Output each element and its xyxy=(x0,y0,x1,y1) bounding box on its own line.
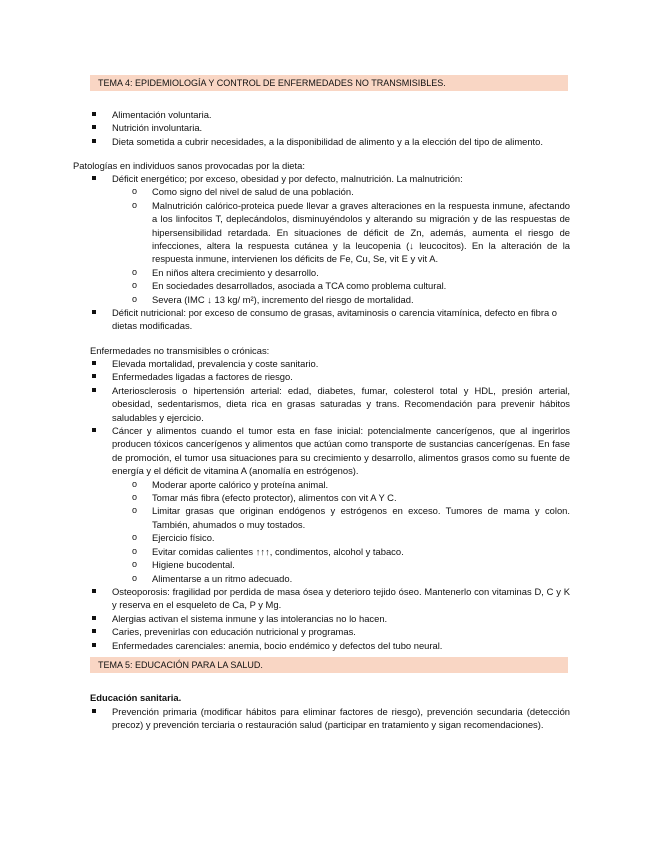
tema4-intro-list xyxy=(90,108,570,148)
list-item: Elevada mortalidad, prevalencia y coste sanitario. xyxy=(90,357,570,370)
sub-list-item: o Limitar grasas que originan endógenos y estrógenos en exceso. Tumores de mama y colon. También, ahumados o muy tostados. xyxy=(112,504,570,531)
tema5-title-banner: TEMA 5: EDUCACIÓN PARA LA SALUD. xyxy=(90,657,568,673)
list-item xyxy=(90,424,570,585)
list-item: Osteoporosis: fragilidad por perdida de masa ósea y deterioro tejido óseo. Mantenerlo con vitaminas D, C y K y reserva en el esqueleto de Ca, P y Mg. xyxy=(90,585,570,612)
no-transmisibles-heading: Enfermedades no transmisibles o crónicas: xyxy=(90,345,270,356)
tema5-list xyxy=(90,705,570,732)
list-item: Caries, prevenirlas con educación nutricional y programas. xyxy=(90,625,570,638)
list-item: Alergias activan el sistema inmune y las intolerancias no lo hacen. xyxy=(90,612,570,625)
sub-list-item: o Ejercicio físico. xyxy=(112,531,570,544)
list-item: Arteriosclerosis o hipertensión arterial: edad, diabetes, fumar, colesterol total y HDL, presión arterial, obesidad, sedentarismos, dieta rica en grasas saturadas y trans. Recomendación para prevenir hábitos saludables y ejercicio. xyxy=(90,384,570,424)
list-item: Dieta sometida a cubrir necesidades, a la disponibilidad de alimento y a la elección del tipo de alimento. xyxy=(90,135,570,148)
sub-list-item: o Severa (IMC ↓ 13 kg/ m²), incremento del riesgo de mortalidad. xyxy=(112,293,570,306)
list-item xyxy=(90,172,570,306)
list-item: Déficit nutricional: por exceso de consumo de grasas, avitaminosis o carencia vitamínica, defecto en fibra o dietas modificadas. xyxy=(90,306,570,333)
sub-list-item: o Alimentarse a un ritmo adecuado. xyxy=(112,572,570,585)
tema4-title-banner: TEMA 4: EPIDEMIOLOGÍA Y CONTROL DE ENFERMEDADES NO TRANSMISIBLES. xyxy=(90,75,568,91)
list-item: Nutrición involuntaria. xyxy=(90,121,570,134)
list-item: Enfermedades carenciales: anemia, bocio endémico y defectos del tubo neural. xyxy=(90,639,570,652)
sub-list-item: o Moderar aporte calórico y proteína animal. xyxy=(112,478,570,491)
no-transmisibles-list xyxy=(90,357,570,652)
sub-list-item: o Malnutrición calórico-proteica puede llevar a graves alteraciones en la respuesta inmune, afectando a los linfocitos T, deplecándolos, disminuyéndolos y alterando su migración y de las respuestas de hipersensibilidad retardada. En situaciones de déficit de Zn, además, aumenta el riesgo de infecciones, altera la respuesta cutánea y la leucopenia (↓ leucocitos). En la alteración de la respuesta inmune, intervienen los déficits de Fe, Cu, Se, vit E y vit A. xyxy=(112,199,570,266)
patologias-list xyxy=(90,172,570,333)
list-item: Prevención primaria (modificar hábitos para eliminar factores de riesgo), prevención secundaria (detección precoz) y prevención terciaria o restauración salud (participar en tratamiento y sigan recomendaciones). xyxy=(90,705,570,732)
list-item: Alimentación voluntaria. xyxy=(90,108,570,121)
sub-list-item: o Como signo del nivel de salud de una población. xyxy=(112,185,570,198)
cancer-text: Cáncer y alimentos cuando el tumor esta en fase inicial: potencialmente cancerígenos, que al ingerirlos producen tóxicos cancerígenos y alimentos que actúan como transporte de sustancias cancerígenas. En fase de promoción, el tumor usa situaciones para su crecimiento y desarrollo, alimentos grasos como su fuente de energía y el déficit de vitamina A (anomalía en estrógenos). xyxy=(112,425,570,477)
sub-list-item: o En sociedades desarrollados, asociada a TCA como problema cultural. xyxy=(112,279,570,292)
sub-list-item: o Tomar más fibra (efecto protector), alimentos con vit A Y C. xyxy=(112,491,570,504)
sub-list-item: o En niños altera crecimiento y desarrollo. xyxy=(112,266,570,279)
patologias-heading: Patologías en individuos sanos provocadas por la dieta: xyxy=(73,160,305,171)
educacion-sanitaria-heading: Educación sanitaria. xyxy=(90,692,182,703)
list-item: Enfermedades ligadas a factores de riesgo. xyxy=(90,370,570,383)
sub-list-item: o Higiene bucodental. xyxy=(112,558,570,571)
sub-list-item: o Evitar comidas calientes ↑↑↑, condimentos, alcohol y tabaco. xyxy=(112,545,570,558)
deficit-energetico-text: Déficit energético; por exceso, obesidad y por defecto, malnutrición. La malnutrición: xyxy=(112,173,463,184)
